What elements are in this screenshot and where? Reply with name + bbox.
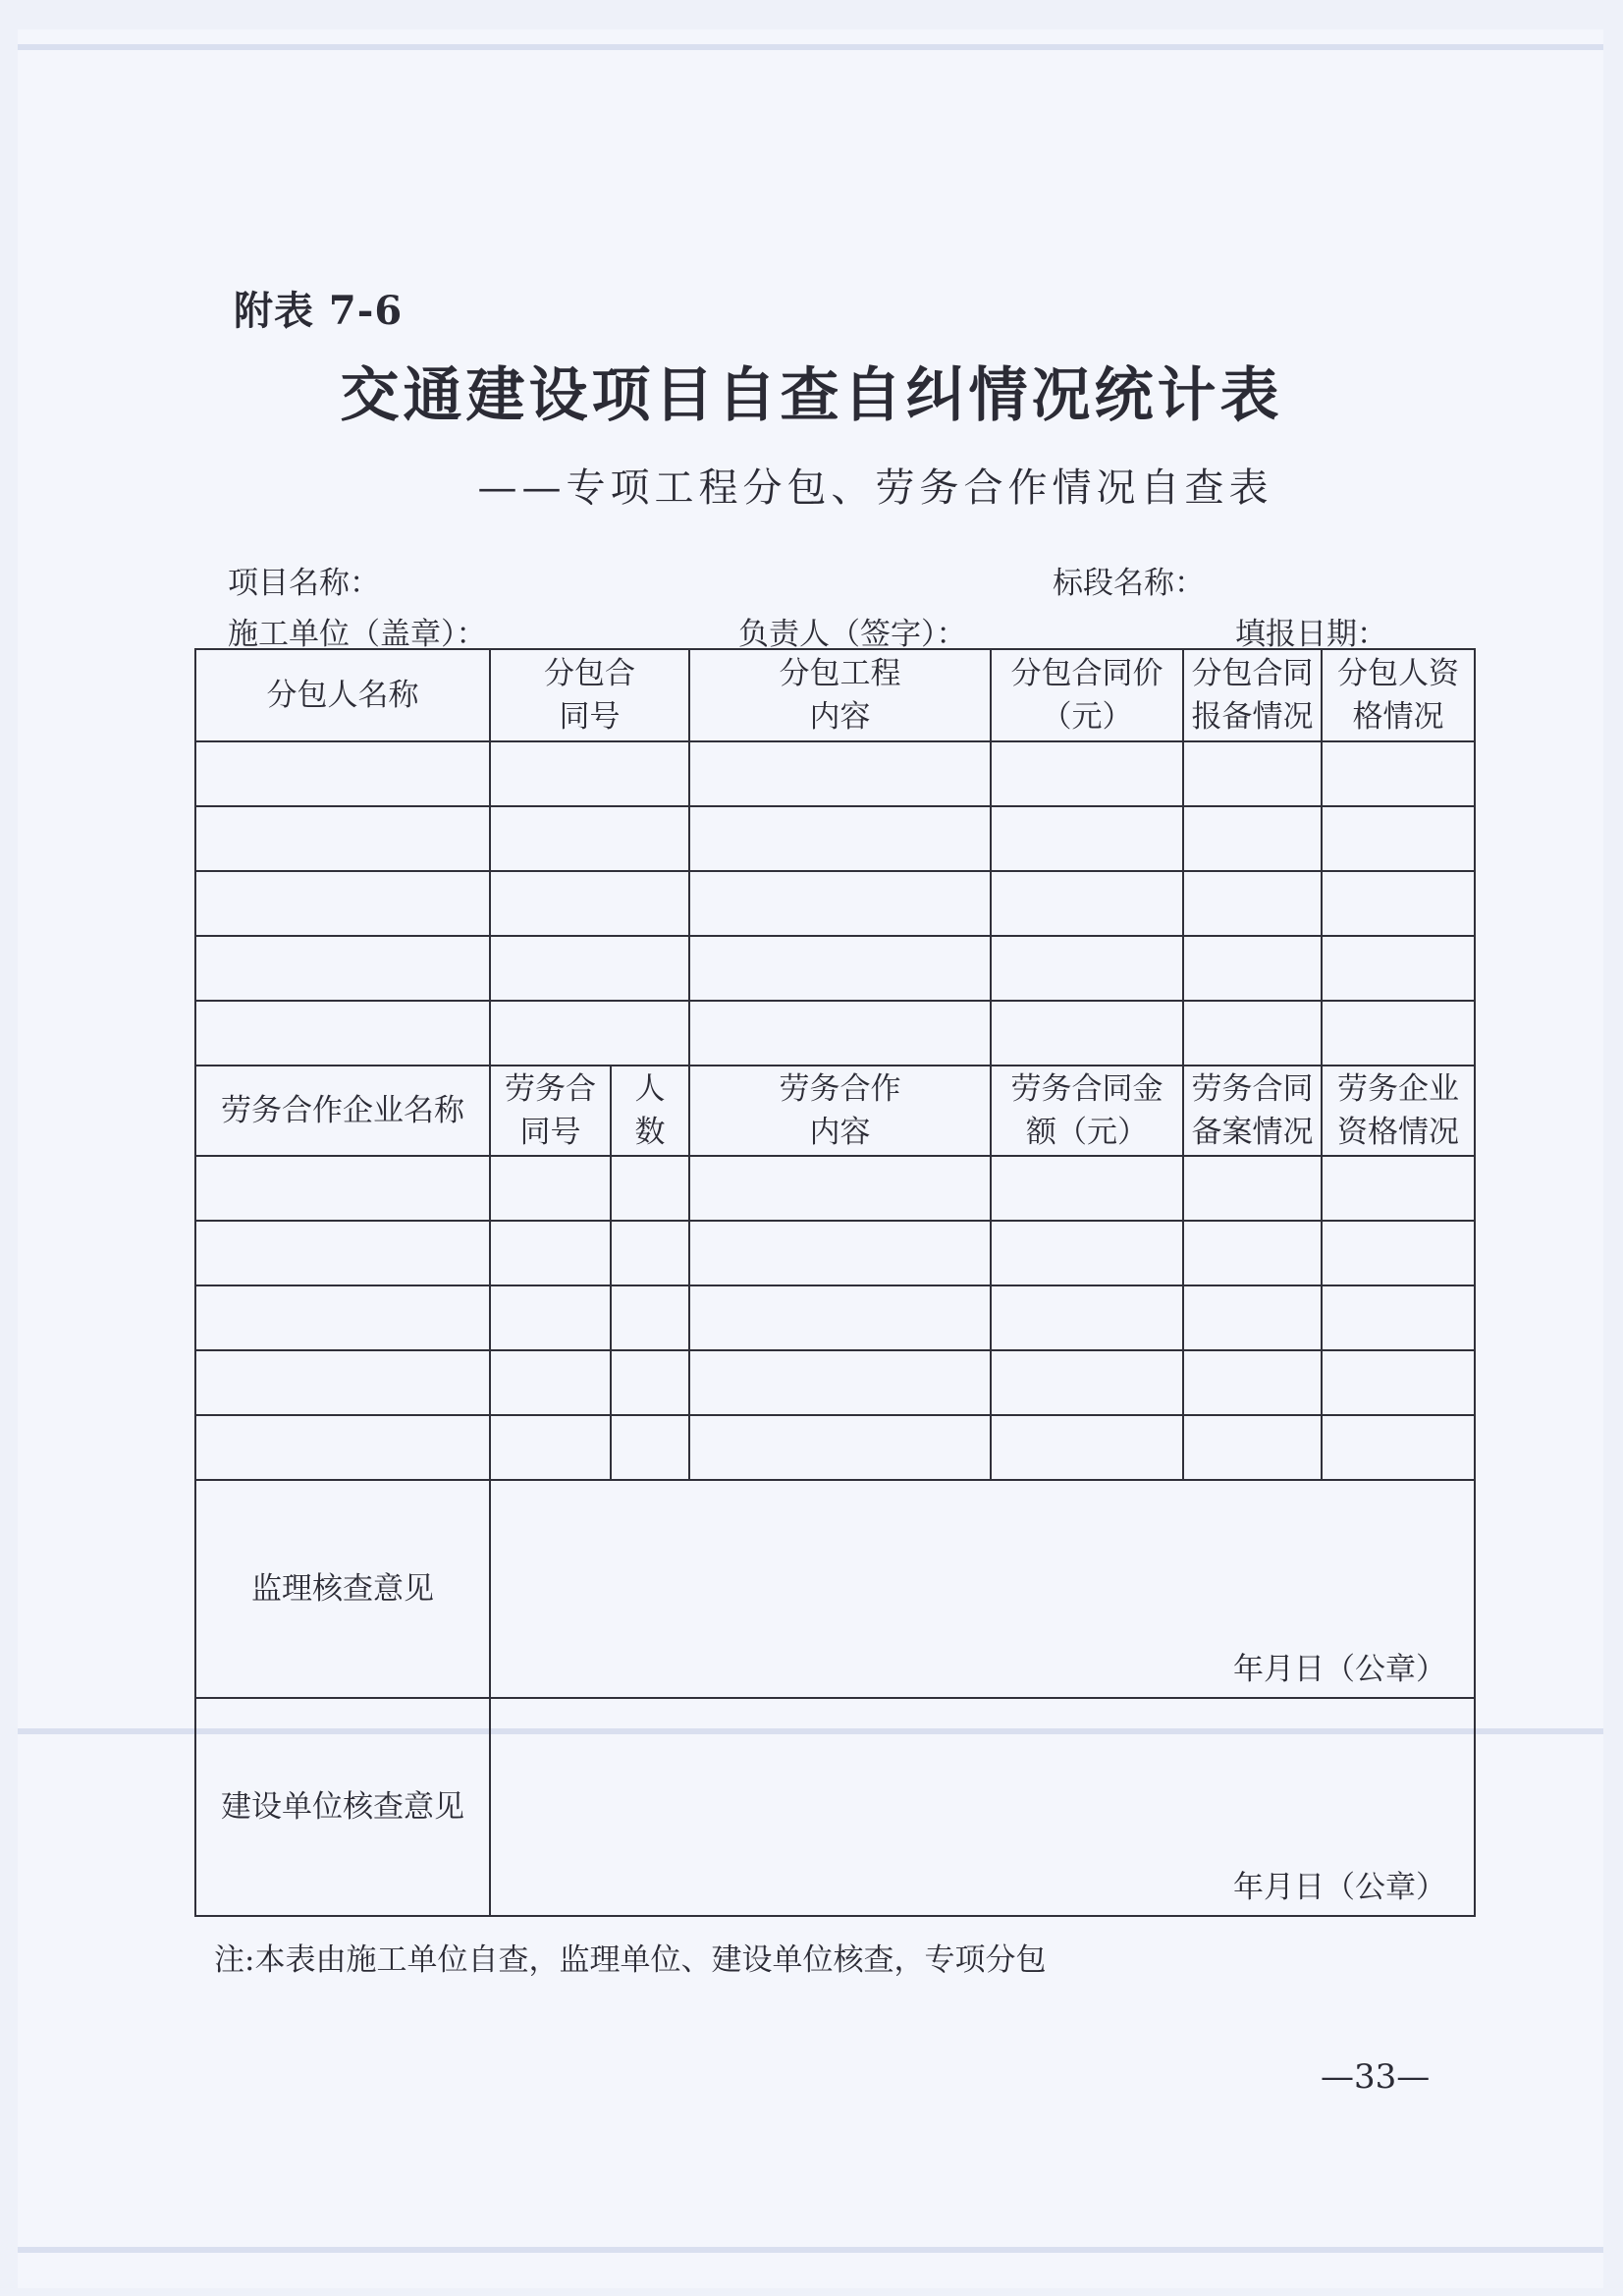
subcontractor-qualification-header bbox=[1322, 649, 1475, 741]
table-cell[interactable] bbox=[1322, 741, 1475, 806]
labor-header-row bbox=[195, 1066, 1475, 1156]
labor-filing-header-text: 劳务合同备案情况 bbox=[1191, 1071, 1314, 1150]
table-cell[interactable] bbox=[1183, 1156, 1322, 1221]
table-cell[interactable] bbox=[195, 1415, 490, 1480]
table-cell[interactable] bbox=[611, 1350, 689, 1415]
table-cell[interactable] bbox=[1322, 1350, 1475, 1415]
labor-contract-no-header-text: 劳务合同号 bbox=[505, 1071, 596, 1150]
labor-qualification-header-text: 劳务企业资格情况 bbox=[1337, 1071, 1459, 1150]
labor-content-header-text: 劳务合作内容 bbox=[779, 1071, 901, 1150]
table-cell[interactable] bbox=[991, 1415, 1183, 1480]
table-cell[interactable] bbox=[1322, 1285, 1475, 1350]
table-cell[interactable] bbox=[490, 1415, 611, 1480]
table-cell[interactable] bbox=[1183, 1001, 1322, 1066]
table-cell[interactable] bbox=[195, 1156, 490, 1221]
table-cell[interactable] bbox=[195, 1001, 490, 1066]
table-cell[interactable] bbox=[490, 1350, 611, 1415]
table-row bbox=[195, 936, 1475, 1001]
owner-opinion-label: 建设单位核查意见 bbox=[195, 1698, 490, 1916]
table-cell[interactable] bbox=[1322, 936, 1475, 1001]
labor-amount-header-text: 劳务合同金额（元） bbox=[1010, 1071, 1163, 1150]
table-cell[interactable] bbox=[1322, 1221, 1475, 1285]
footnote: 注:本表由施工单位自查，监理单位、建设单位核查，专项分包 bbox=[214, 1942, 1047, 1978]
subcontract-filing-header-text: 分包合同报备情况 bbox=[1191, 656, 1314, 735]
scan-band bbox=[18, 44, 1603, 50]
labor-qualification-header bbox=[1322, 1066, 1475, 1156]
table-cell[interactable] bbox=[611, 1415, 689, 1480]
table-cell[interactable] bbox=[490, 1156, 611, 1221]
table-cell[interactable] bbox=[1322, 1415, 1475, 1480]
table-cell[interactable] bbox=[1183, 1285, 1322, 1350]
owner-opinion-row bbox=[195, 1698, 1475, 1916]
table-cell[interactable] bbox=[195, 1221, 490, 1285]
headcount-header bbox=[611, 1066, 689, 1156]
owner-opinion-cell[interactable] bbox=[490, 1698, 1475, 1916]
table-cell[interactable] bbox=[991, 741, 1183, 806]
subcontract-header-row bbox=[195, 649, 1475, 741]
labor-company-name-header: 劳务合作企业名称 bbox=[195, 1066, 490, 1156]
table-cell[interactable] bbox=[689, 1156, 991, 1221]
labor-contract-no-header bbox=[490, 1066, 611, 1156]
table-row bbox=[195, 1156, 1475, 1221]
labor-content-header bbox=[689, 1066, 991, 1156]
subcontract-filing-header bbox=[1183, 649, 1322, 741]
table-row bbox=[195, 1350, 1475, 1415]
subcontract-content-header-text: 分包工程内容 bbox=[779, 656, 901, 735]
table-cell[interactable] bbox=[1183, 1221, 1322, 1285]
table-row bbox=[195, 806, 1475, 871]
table-cell[interactable] bbox=[991, 1285, 1183, 1350]
table-cell[interactable] bbox=[689, 1221, 991, 1285]
table-cell[interactable] bbox=[611, 1156, 689, 1221]
table-cell[interactable] bbox=[689, 741, 991, 806]
table-cell[interactable] bbox=[490, 936, 689, 1001]
table-cell[interactable] bbox=[195, 936, 490, 1001]
table-cell[interactable] bbox=[991, 1001, 1183, 1066]
table-cell[interactable] bbox=[689, 871, 991, 936]
table-cell[interactable] bbox=[991, 1350, 1183, 1415]
table-cell[interactable] bbox=[490, 741, 689, 806]
table-cell[interactable] bbox=[1183, 1415, 1322, 1480]
table-row bbox=[195, 1285, 1475, 1350]
table-cell[interactable] bbox=[991, 806, 1183, 871]
table-cell[interactable] bbox=[689, 1415, 991, 1480]
table-cell[interactable] bbox=[1322, 806, 1475, 871]
table-cell[interactable] bbox=[490, 806, 689, 871]
table-cell[interactable] bbox=[991, 936, 1183, 1001]
contractor-label: 施工单位（盖章）： bbox=[228, 617, 487, 652]
table-cell[interactable] bbox=[991, 1156, 1183, 1221]
page-title: 交通建设项目自查自纠情况统计表 bbox=[340, 361, 1283, 430]
table-cell[interactable] bbox=[1183, 806, 1322, 871]
table-cell[interactable] bbox=[611, 1285, 689, 1350]
responsible-label: 负责人（签字）： bbox=[738, 617, 967, 652]
subcontract-content-header bbox=[689, 649, 991, 741]
subcontractor-qualification-header-text: 分包人资格情况 bbox=[1337, 656, 1459, 735]
table-row bbox=[195, 1415, 1475, 1480]
page-subtitle: ——专项工程分包、劳务合作情况自查表 bbox=[477, 465, 1273, 511]
owner-date-seal: 年月日（公章） bbox=[1233, 1870, 1446, 1905]
labor-filing-header bbox=[1183, 1066, 1322, 1156]
table-cell[interactable] bbox=[1183, 741, 1322, 806]
table-cell[interactable] bbox=[195, 1285, 490, 1350]
table-cell[interactable] bbox=[490, 1221, 611, 1285]
subcontract-no-header-text: 分包合同号 bbox=[544, 656, 635, 735]
table-cell[interactable] bbox=[1183, 936, 1322, 1001]
table-cell[interactable] bbox=[991, 871, 1183, 936]
supervisor-opinion-cell[interactable] bbox=[490, 1480, 1475, 1698]
subcontractor-name-header: 分包人名称 bbox=[195, 649, 490, 741]
subcontract-no-header bbox=[490, 649, 689, 741]
table-cell[interactable] bbox=[1183, 871, 1322, 936]
table-cell[interactable] bbox=[195, 1350, 490, 1415]
table-cell[interactable] bbox=[689, 806, 991, 871]
table-cell[interactable] bbox=[195, 806, 490, 871]
page-number: —33— bbox=[1321, 2057, 1431, 2097]
table-cell[interactable] bbox=[689, 1001, 991, 1066]
scan-band bbox=[18, 2247, 1603, 2253]
project-name-label: 项目名称： bbox=[228, 566, 380, 601]
supervisor-opinion-row bbox=[195, 1480, 1475, 1698]
subcontract-price-header bbox=[991, 649, 1183, 741]
table-cell[interactable] bbox=[195, 741, 490, 806]
headcount-header-text: 人数 bbox=[634, 1071, 666, 1150]
table-cell[interactable] bbox=[689, 1285, 991, 1350]
table-row bbox=[195, 871, 1475, 936]
report-date-label: 填报日期： bbox=[1235, 617, 1387, 652]
table-cell[interactable] bbox=[991, 1221, 1183, 1285]
table-cell[interactable] bbox=[611, 1221, 689, 1285]
table-cell[interactable] bbox=[490, 1285, 611, 1350]
table-cell[interactable] bbox=[1322, 1001, 1475, 1066]
table-row bbox=[195, 741, 1475, 806]
table-row bbox=[195, 1221, 1475, 1285]
table-cell[interactable] bbox=[1183, 1350, 1322, 1415]
labor-amount-header bbox=[991, 1066, 1183, 1156]
supervisor-opinion-label: 监理核查意见 bbox=[195, 1480, 490, 1698]
table-cell[interactable] bbox=[490, 871, 689, 936]
table-cell[interactable] bbox=[689, 936, 991, 1001]
table-row bbox=[195, 1001, 1475, 1066]
table-cell[interactable] bbox=[195, 871, 490, 936]
supervisor-date-seal: 年月日（公章） bbox=[1233, 1652, 1446, 1687]
table-cell[interactable] bbox=[1322, 871, 1475, 936]
attachment-label: 附表 7-6 bbox=[234, 288, 404, 334]
table-cell[interactable] bbox=[1322, 1156, 1475, 1221]
self-check-table bbox=[194, 648, 1476, 1917]
subcontract-price-header-text: 分包合同价（元） bbox=[1010, 656, 1163, 735]
table-cell[interactable] bbox=[490, 1001, 689, 1066]
section-name-label: 标段名称： bbox=[1053, 566, 1205, 601]
table-cell[interactable] bbox=[689, 1350, 991, 1415]
